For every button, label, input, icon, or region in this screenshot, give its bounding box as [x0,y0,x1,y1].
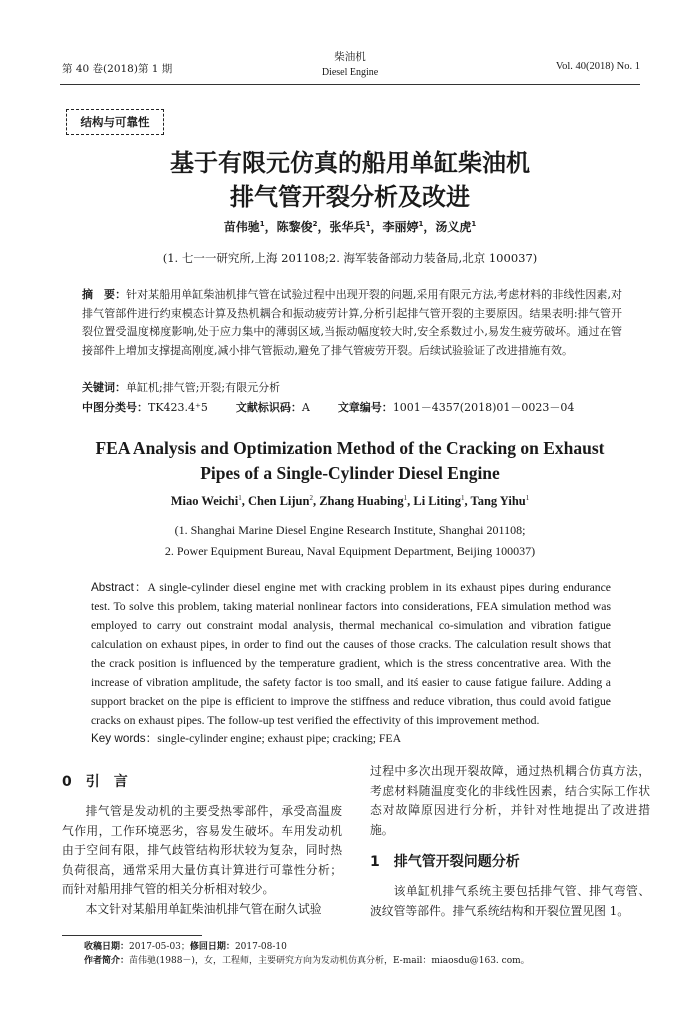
section-0-heading: 0 引 言 [62,774,128,790]
en-author-affiliation-mark: 2 [309,494,313,502]
doc-code-label: 文献标识码： [235,401,302,414]
chinese-keywords-label: 关键词： [82,381,126,394]
en-author-name: Miao Weichi [170,494,239,509]
cn-author-separator: ， [264,220,277,234]
en-author-separator: , [241,494,248,509]
section-tag: 结构与可靠性 [66,109,164,135]
doc-code-value: A [301,401,310,414]
chinese-abstract-text: 针对某船用单缸柴油机排气管在试验过程中出现开裂的问题,采用有限元方法,考虑材料的非线性因素,对排气管部件进行约束模态计算及热机耦合和振动疲劳计算,分析引起排气管开裂的主要原因。结果表明:排气管开裂位置受温度梯度影响,处于应力集中的薄弱区域,当振动幅度较大时,安全系数过小,易发生疲劳破坏。通过在管接部件上增加支撑提高刚度,减小排气管振动,避免了排气管疲劳开裂。后续试验验证了改进措施有效。 [82,288,622,357]
cn-author-separator: ， [317,220,330,234]
chinese-keywords-text: 单缸机;排气管;开裂;有限元分析 [126,381,281,394]
journal-name-cn: 柴油机 [334,51,366,63]
body-left-column [62,764,342,919]
footnote-bio [84,954,644,968]
chinese-abstract [82,286,622,360]
bio-text: 苗伟驰(1988－)，女，工程师，主要研究方向为发动机仿真分析，E-mail：miaosdu@163. com。 [129,956,530,966]
chinese-abstract-label: 摘 要： [82,288,127,301]
cn-author-affiliation-mark: 1 [418,220,424,228]
english-abstract-text: A single-cylinder diesel engine met with cracking problem in its exhaust pipes during endurance test. To solve this problem, taking material nonlinear factors into considerations, FEA simulation method was employed to carry out constraint modal analysis, thermal mechanical co-simulation and vibration fatigue calculation on exhaust pipes, in order to find out the causes of those cracks. The calculation result shows that the crack position is influenced by the temperature gradient, which is the stress concentrative area. With the increase of vibration amplitude, the safety factor is too small, and itś easier to cause fatigue failure. Adding a support bracket on the pipe is efficient to improve the stiffness and reduce vibration, thus could avoid fatigue cracks on exhaust pipes. The follow-up test verified the effectivity of this improvement method. [91,581,611,727]
english-authors [0,494,700,509]
chinese-title [0,146,700,214]
class-number-value: TK423.4⁺5 [148,401,208,414]
footnote [84,940,644,968]
english-abstract [91,578,611,730]
cn-author-separator: ， [370,220,383,234]
section-0-paragraph-2: 本文针对某船用单缸柴油机排气管在耐久试验 [85,901,322,916]
chinese-title-line2: 排气管开裂分析及改进 [230,183,470,211]
chinese-title-line1: 基于有限元仿真的船用单缸柴油机 [170,149,530,177]
classification-line [82,399,574,415]
english-keywords-text: single-cylinder engine; exhaust pipe; cracking; FEA [157,732,402,745]
body-right-column [370,762,650,921]
english-abstract-label: Abstract： [91,581,148,594]
en-author-affiliation-mark: 1 [403,494,408,502]
footnote-rule [62,935,202,936]
english-keywords-label: Key words： [91,732,158,745]
cn-author-name: 张华兵 [329,220,366,234]
cn-author-name: 陈黎俊 [276,220,313,234]
journal-name-en: Diesel Engine [321,67,379,78]
english-affiliation-line1: (1. Shanghai Marine Diesel Engine Research Institute, Shanghai 201108; [174,523,526,537]
footnote-dates: 收稿日期：2017-05-03；修回日期：2017-08-10 [84,942,287,952]
cn-author-name: 李丽婷 [382,220,419,234]
section-0-paragraph-2-continued: 过程中多次出现开裂故障，通过热机耦合仿真方法，考虑材料随温度变化的非线性因素，结合实际工作状态对故障原因进行分析，并针对性地提出了改进措施。 [370,764,650,837]
received-label: 收稿日期： [84,942,130,952]
class-number-label: 中图分类号： [82,401,148,414]
english-affiliations [0,520,700,562]
revised-label: 修回日期： [189,942,235,952]
header-rule [60,84,640,85]
en-author-name: Tang Yihu [470,494,526,509]
en-author-separator: , [464,494,471,509]
english-title-line2: Pipes of a Single-Cylinder Diesel Engine [200,463,500,483]
article-number-value: 1001－4357(2018)01－0023－04 [392,401,575,414]
en-author-separator: , [407,494,414,509]
section-0-paragraph-1: 排气管是发动机的主要受热零部件，承受高温废气作用，工作环境恶劣，容易发生破坏。车用发动机由于空间有限，排气歧管结构形状较为复杂，同时热负荷很高，通常采用大量仿真计算进行可靠性分析；而针对船用排气管的相关分析相对较少。 [62,804,342,896]
cn-author-separator: ， [423,220,436,234]
issue-info: 第 40 卷(2018)第 1 期 [62,63,173,75]
section-1-paragraph-1: 该单缸机排气系统主要包括排气管、排气弯管、波纹管等部件。排气系统结构和开裂位置见图 1。 [370,884,650,918]
en-author-name: Chen Lijun [247,494,310,509]
cn-author-name: 汤义虎 [435,220,472,234]
english-title [0,436,700,486]
english-affiliation-line2: 2. Power Equipment Bureau, Naval Equipment Department, Beijing 100037) [164,544,536,558]
chinese-authors [0,218,700,235]
cn-author-affiliation-mark: 2 [312,220,318,228]
en-author-name: Zhang Huabing [319,494,404,509]
chinese-affiliations: (1. 七一一研究所,上海 201108;2. 海军装备部动力装备局,北京 100037) [162,251,538,265]
en-author-affiliation-mark: 1 [525,494,530,502]
chinese-keywords [82,379,280,395]
en-author-name: Li Liting [413,494,461,509]
volume-info: Vol. 40(2018) No. 1 [555,61,640,72]
english-title-line1: FEA Analysis and Optimization Method of the Cracking on Exhaust [95,438,605,458]
bio-label: 作者简介： [84,956,130,966]
article-number-label: 文章编号： [337,401,393,414]
section-1-heading: 1 排气管开裂问题分析 [370,854,520,870]
received-date: 2017-05-03 [129,942,181,952]
en-author-affiliation-mark: 1 [460,494,465,502]
en-author-affiliation-mark: 1 [238,494,242,502]
en-author-separator: , [312,494,320,509]
cn-author-affiliation-mark: 1 [365,220,371,228]
english-keywords [91,730,401,746]
cn-author-name: 苗伟驰 [223,220,260,234]
cn-author-affiliation-mark: 1 [259,220,265,228]
cn-author-affiliation-mark: 1 [471,220,477,228]
revised-date: 2017-08-10 [234,942,287,952]
